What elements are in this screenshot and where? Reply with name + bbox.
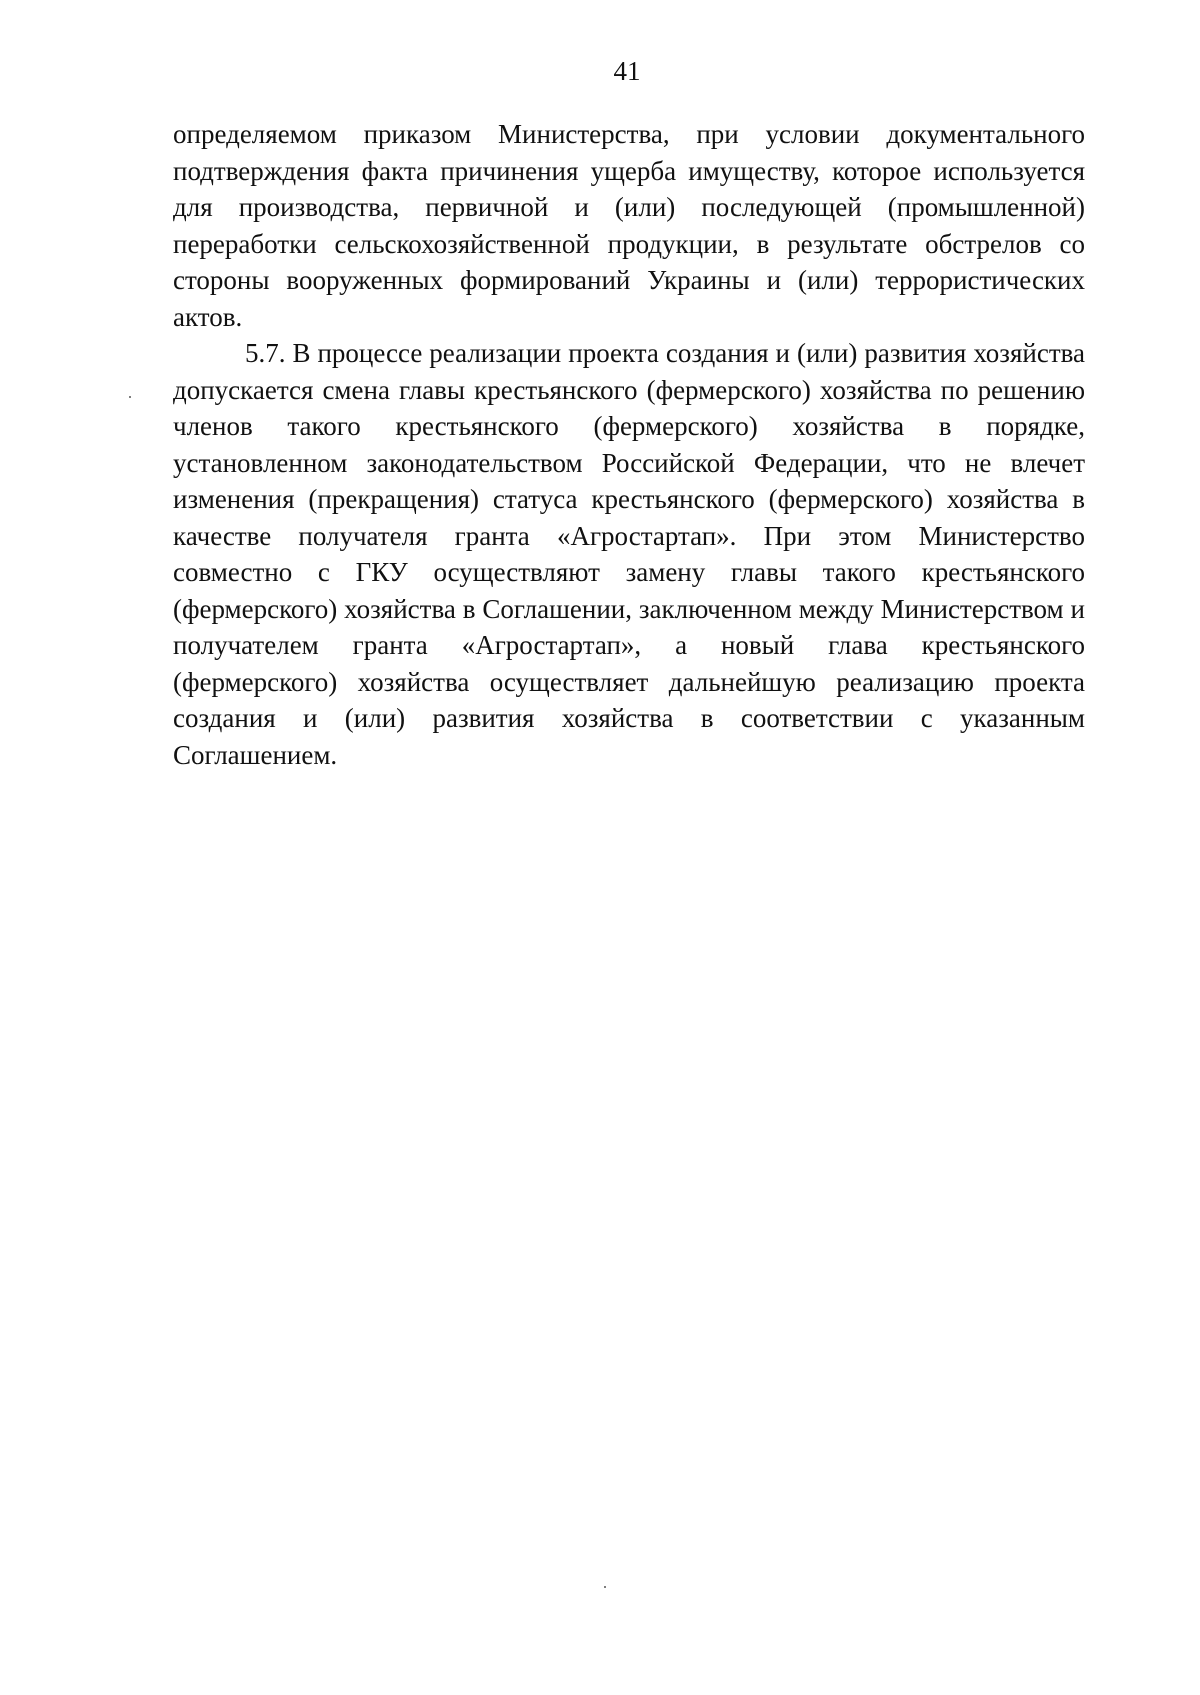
paragraph-clause-5-7: 5.7. В процессе реализации проекта создания и (или) развития хозяйства допускается смена главы крестьянского (фермерского) хозяйства по решению членов такого крестьянского (фермерского) хозяйства в порядке, установленном законодательством Российской Федерации, что не влечет изменения (прекращения) статуса крестьянского (фермерского) хозяйства в качестве получателя гранта «Агростартап». При этом Министерство совместно с ГКУ осуществляют замену главы такого крестьянского (фермерского) хозяйства в Соглашении, заключенном между Министерством и получателем гранта «Агростартап», а новый глава крестьянского (фермерского) хозяйства осуществляет дальнейшую реализацию проекта создания и (или) развития хозяйства в соответствии с указанным Соглашением. xyxy=(173,338,1085,770)
page-number: 41 xyxy=(613,56,641,86)
scan-speck xyxy=(604,1586,606,1588)
scan-speck xyxy=(129,396,131,398)
document-body xyxy=(173,116,1085,773)
paragraph-continuation: определяемом приказом Министерства, при условии документального подтверждения факта причинения ущерба имуществу, которое используется для производства, первичной и (или) последующей (промышленной) переработки сельскохозяйственной продукции, в результате обстрелов со стороны вооруженных формирований Украины и (или) террористических актов. xyxy=(173,119,1085,332)
